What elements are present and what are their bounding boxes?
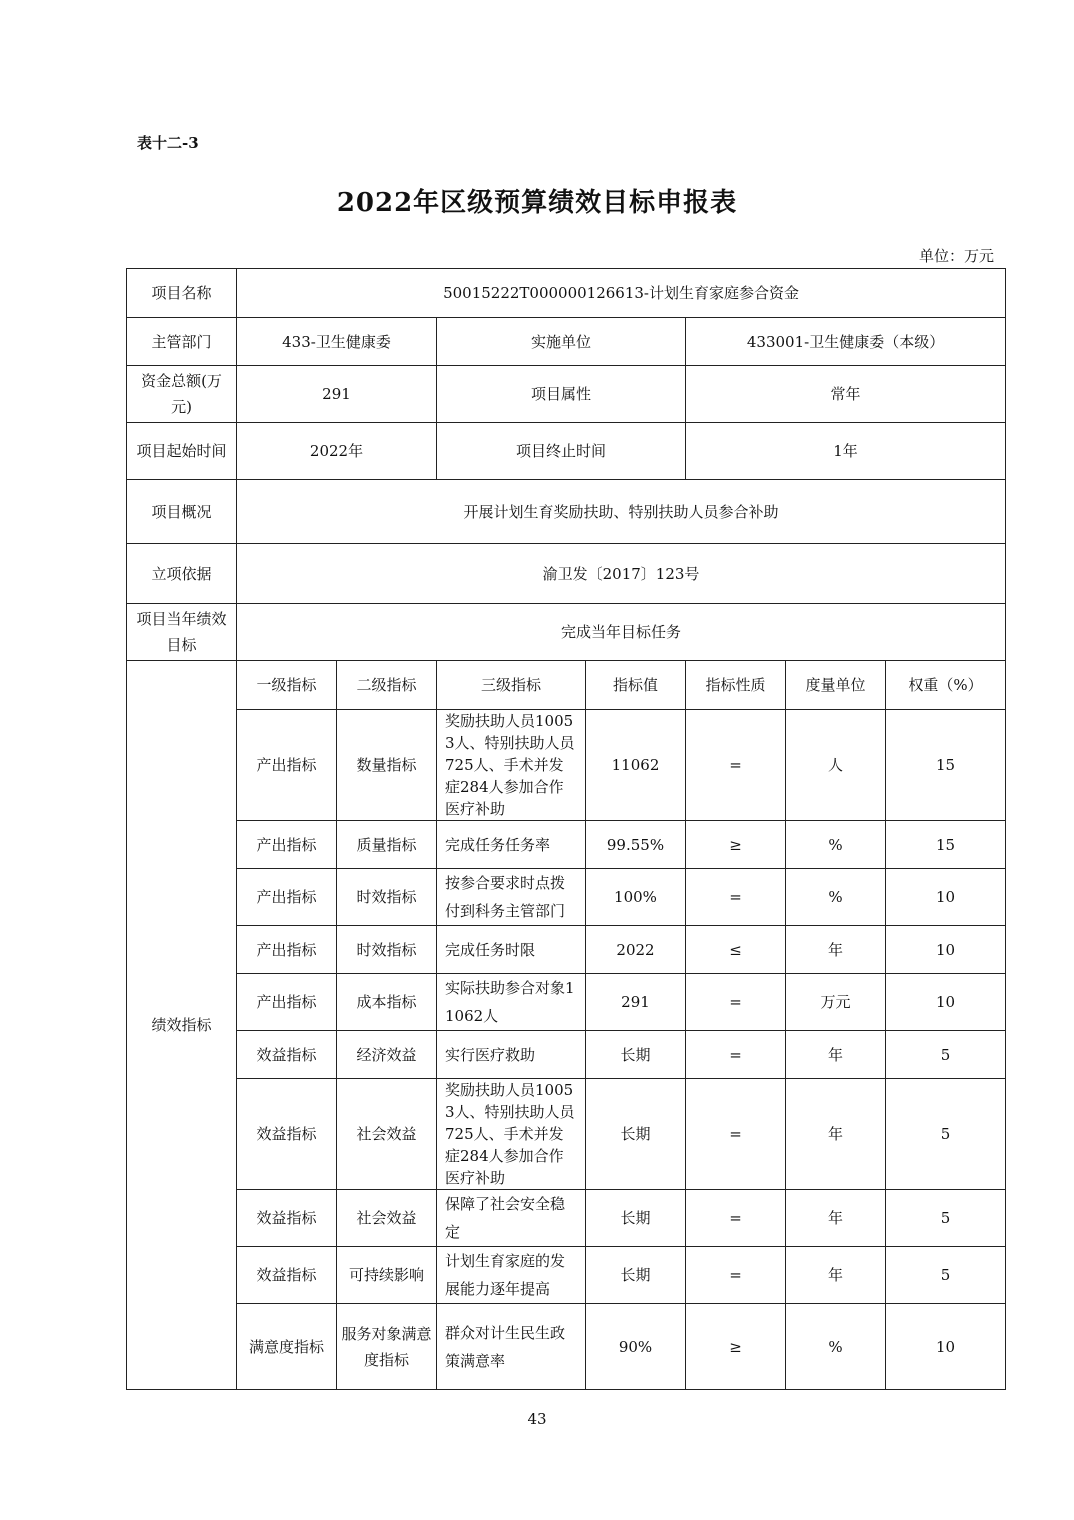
indicator-row <box>127 821 1006 869</box>
weight-cell: 15 <box>886 710 1006 821</box>
overview-label: 项目概况 <box>127 480 237 544</box>
level1-cell: 效益指标 <box>237 1247 337 1304</box>
level2-cell: 社会效益 <box>337 1190 437 1247</box>
basis-label: 立项依据 <box>127 544 237 604</box>
indicators-section-label: 绩效指标 <box>127 661 237 1390</box>
indicator-row <box>127 1247 1006 1304</box>
dept-value: 433-卫生健康委 <box>237 318 437 366</box>
nature-cell: = <box>686 1079 786 1190</box>
nature-cell: = <box>686 710 786 821</box>
level2-cell: 成本指标 <box>337 974 437 1031</box>
value-cell: 2022 <box>586 926 686 974</box>
level2-cell: 社会效益 <box>337 1079 437 1190</box>
header-cell: 一级指标 <box>237 661 337 710</box>
goal-value: 完成当年目标任务 <box>237 604 1006 661</box>
unit-cell: % <box>786 1304 886 1390</box>
end-label: 项目终止时间 <box>437 423 686 480</box>
value-cell: 100% <box>586 869 686 926</box>
unit-cell: 年 <box>786 1079 886 1190</box>
level1-cell: 产出指标 <box>237 821 337 869</box>
level1-cell: 产出指标 <box>237 710 337 821</box>
level3-cell: 奖励扶助人员10053人、特别扶助人员725人、手术并发症284人参加合作医疗补助 <box>437 1079 586 1190</box>
attr-label: 项目属性 <box>437 366 686 423</box>
document-title: 2022年区级预算绩效目标申报表 <box>336 188 738 218</box>
value-cell: 长期 <box>586 1031 686 1079</box>
level2-cell: 经济效益 <box>337 1031 437 1079</box>
end-value: 1年 <box>686 423 1006 480</box>
value-cell: 长期 <box>586 1079 686 1190</box>
level3-cell: 保障了社会安全稳定 <box>437 1190 586 1247</box>
row-department <box>127 318 1006 366</box>
indicator-row <box>127 926 1006 974</box>
nature-cell: ≥ <box>686 1304 786 1390</box>
basis-value: 渝卫发〔2017〕123号 <box>237 544 1006 604</box>
level3-cell: 奖励扶助人员10053人、特别扶助人员725人、手术并发症284人参加合作医疗补助 <box>437 710 586 821</box>
table-number: 表十二-3 <box>137 134 199 152</box>
weight-cell: 15 <box>886 821 1006 869</box>
nature-cell: ≤ <box>686 926 786 974</box>
header-cell: 三级指标 <box>437 661 586 710</box>
indicator-row <box>127 1031 1006 1079</box>
project-name-label: 项目名称 <box>127 269 237 318</box>
header-cell: 指标性质 <box>686 661 786 710</box>
nature-cell: = <box>686 1190 786 1247</box>
weight-cell: 5 <box>886 1247 1006 1304</box>
level2-cell: 时效指标 <box>337 869 437 926</box>
value-cell: 291 <box>586 974 686 1031</box>
indicator-row <box>127 1304 1006 1390</box>
level3-cell: 实际扶助参合对象11062人 <box>437 974 586 1031</box>
fund-label: 资金总额(万元) <box>127 366 237 423</box>
budget-performance-table <box>126 268 1006 1390</box>
unit-cell: 年 <box>786 1247 886 1304</box>
level1-cell: 效益指标 <box>237 1031 337 1079</box>
level1-cell: 效益指标 <box>237 1190 337 1247</box>
impl-value: 433001-卫生健康委（本级） <box>686 318 1006 366</box>
indicator-row <box>127 710 1006 821</box>
level2-cell: 数量指标 <box>337 710 437 821</box>
level1-cell: 产出指标 <box>237 926 337 974</box>
unit-cell: 年 <box>786 1190 886 1247</box>
unit-cell: % <box>786 869 886 926</box>
start-value: 2022年 <box>237 423 437 480</box>
nature-cell: = <box>686 1247 786 1304</box>
indicator-header-row <box>127 661 1006 710</box>
start-label: 项目起始时间 <box>127 423 237 480</box>
project-name-value: 50015222T000000126613-计划生育家庭参合资金 <box>237 269 1006 318</box>
header-cell: 度量单位 <box>786 661 886 710</box>
row-goal <box>127 604 1006 661</box>
nature-cell: = <box>686 869 786 926</box>
header-cell: 权重（%） <box>886 661 1006 710</box>
value-cell: 长期 <box>586 1247 686 1304</box>
level3-cell: 完成任务时限 <box>437 926 586 974</box>
level2-cell: 质量指标 <box>337 821 437 869</box>
unit-cell: 年 <box>786 1031 886 1079</box>
level2-cell: 时效指标 <box>337 926 437 974</box>
weight-cell: 5 <box>886 1079 1006 1190</box>
header-cell: 二级指标 <box>337 661 437 710</box>
nature-cell: = <box>686 1031 786 1079</box>
row-period <box>127 423 1006 480</box>
indicator-row <box>127 974 1006 1031</box>
value-cell: 11062 <box>586 710 686 821</box>
value-cell: 99.55% <box>586 821 686 869</box>
value-cell: 长期 <box>586 1190 686 1247</box>
level1-cell: 产出指标 <box>237 974 337 1031</box>
weight-cell: 10 <box>886 869 1006 926</box>
goal-label: 项目当年绩效目标 <box>127 604 237 661</box>
weight-cell: 5 <box>886 1190 1006 1247</box>
level1-cell: 产出指标 <box>237 869 337 926</box>
fund-value: 291 <box>237 366 437 423</box>
row-project-name <box>127 269 1006 318</box>
level3-cell: 计划生育家庭的发展能力逐年提高 <box>437 1247 586 1304</box>
attr-value: 常年 <box>686 366 1006 423</box>
level1-cell: 满意度指标 <box>237 1304 337 1390</box>
weight-cell: 10 <box>886 926 1006 974</box>
header-cell: 指标值 <box>586 661 686 710</box>
weight-cell: 10 <box>886 1304 1006 1390</box>
level2-cell: 服务对象满意度指标 <box>337 1304 437 1390</box>
row-fund <box>127 366 1006 423</box>
value-cell: 90% <box>586 1304 686 1390</box>
impl-label: 实施单位 <box>437 318 686 366</box>
nature-cell: ≥ <box>686 821 786 869</box>
level3-cell: 实行医疗救助 <box>437 1031 586 1079</box>
indicator-row <box>127 1079 1006 1190</box>
level1-cell: 效益指标 <box>237 1079 337 1190</box>
level3-cell: 完成任务任务率 <box>437 821 586 869</box>
nature-cell: = <box>686 974 786 1031</box>
row-basis <box>127 544 1006 604</box>
indicator-row <box>127 869 1006 926</box>
indicator-row <box>127 1190 1006 1247</box>
dept-label: 主管部门 <box>127 318 237 366</box>
unit-cell: 万元 <box>786 974 886 1031</box>
overview-value: 开展计划生育奖励扶助、特别扶助人员参合补助 <box>237 480 1006 544</box>
level3-cell: 按参合要求时点拨付到科务主管部门 <box>437 869 586 926</box>
level3-cell: 群众对计生民生政策满意率 <box>437 1304 586 1390</box>
level2-cell: 可持续影响 <box>337 1247 437 1304</box>
row-overview <box>127 480 1006 544</box>
unit-cell: 年 <box>786 926 886 974</box>
unit-label: 单位：万元 <box>918 247 994 265</box>
weight-cell: 5 <box>886 1031 1006 1079</box>
unit-cell: 人 <box>786 710 886 821</box>
unit-cell: % <box>786 821 886 869</box>
weight-cell: 10 <box>886 974 1006 1031</box>
page-number: 43 <box>527 1410 547 1428</box>
